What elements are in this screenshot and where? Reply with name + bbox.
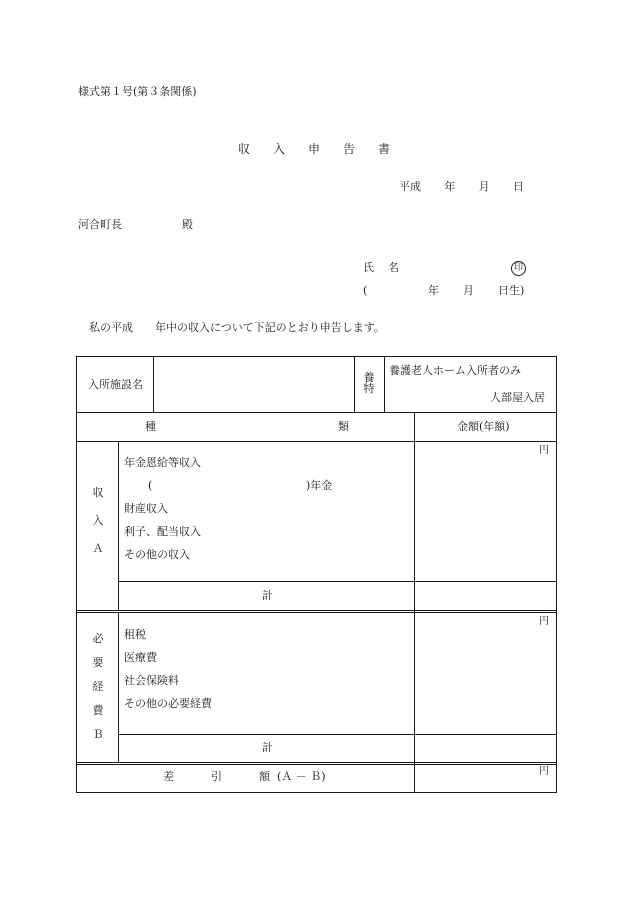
col-divider xyxy=(414,412,415,792)
label-char: 特 xyxy=(363,382,375,395)
label-char: 収 xyxy=(92,486,104,499)
title-char: 入 xyxy=(272,142,285,156)
col-divider xyxy=(384,357,385,412)
birth-date-row[interactable] xyxy=(363,285,526,297)
addressee-name: 河合町長 xyxy=(78,218,122,231)
birth-month: 月 xyxy=(463,284,474,297)
form-number: 様式第１号(第３条関係) xyxy=(78,85,197,98)
income-item-other: その他の収入 xyxy=(124,548,190,561)
difference-label-char: 額 xyxy=(259,770,270,783)
statement-part1: 私の平成 xyxy=(89,321,133,334)
difference-label-char: 引 xyxy=(211,770,222,783)
income-item-property: 財産収入 xyxy=(124,502,168,515)
label-char: 要 xyxy=(92,656,104,669)
income-total-label: 計 xyxy=(262,589,273,602)
date-year: 年 xyxy=(444,180,456,193)
label-char: 経 xyxy=(92,680,104,693)
pension-open-paren: ( xyxy=(148,479,153,492)
difference-amount-field[interactable] xyxy=(420,769,530,787)
birth-day: 日生) xyxy=(498,284,525,297)
header-kind-char: 種 xyxy=(145,420,156,433)
label-char: 名 xyxy=(388,261,399,274)
difference-yen-unit: 円 xyxy=(539,766,549,777)
row-divider xyxy=(77,412,556,413)
col-divider xyxy=(118,613,119,762)
date-day: 日 xyxy=(512,180,524,193)
col-divider xyxy=(153,357,154,412)
applicant-name-row[interactable] xyxy=(363,262,526,276)
double-divider xyxy=(77,762,556,765)
birth-open-paren: ( xyxy=(363,284,368,297)
expenses-total-field[interactable] xyxy=(420,739,550,757)
label-char: 必 xyxy=(92,632,104,645)
label-char: Ｂ xyxy=(92,728,104,741)
addressee-honorific: 殿 xyxy=(182,218,193,231)
difference-formula: (Ａ － Ｂ) xyxy=(277,770,326,783)
special-note-line2[interactable]: 人部屋入居 xyxy=(490,391,545,404)
expense-item-insurance: 社会保険料 xyxy=(124,674,179,687)
statement-part2: 年中の収入について下記のとおり申告します。 xyxy=(155,321,385,334)
facility-name-field[interactable] xyxy=(157,365,351,405)
label-char: 氏 xyxy=(363,261,374,274)
document-title xyxy=(238,143,390,155)
date-line xyxy=(399,181,524,192)
income-section-label xyxy=(88,487,108,554)
expenses-section-label xyxy=(88,633,108,740)
special-label xyxy=(359,372,379,394)
col-divider xyxy=(354,357,355,412)
declaration-statement xyxy=(89,322,385,333)
title-char: 申 xyxy=(307,142,320,156)
header-amount: 金額(年額) xyxy=(457,420,510,433)
title-char: 告 xyxy=(342,142,355,156)
title-char: 収 xyxy=(238,142,251,156)
row-divider xyxy=(118,581,556,582)
income-declaration-table xyxy=(76,356,557,793)
special-note-line1: 養護老人ホーム入所者のみ xyxy=(389,364,521,377)
col-divider xyxy=(118,441,119,610)
income-item-pension: 年金恩給等収入 xyxy=(124,456,201,469)
expense-item-medical: 医療費 xyxy=(124,651,157,664)
pension-type-suffix: )年金 xyxy=(306,479,333,492)
row-divider xyxy=(77,441,556,442)
label-char: 養 xyxy=(363,371,375,384)
applicant-name-label xyxy=(363,262,399,273)
row-divider xyxy=(118,734,556,735)
expense-item-tax: 租税 xyxy=(124,628,146,641)
double-divider xyxy=(77,610,556,613)
income-item-interest: 利子、配当収入 xyxy=(124,525,201,538)
label-char: 入 xyxy=(92,514,104,527)
expense-item-other: その他の必要経費 xyxy=(124,697,212,710)
label-char: 費 xyxy=(92,704,104,717)
label-char: Ａ xyxy=(92,542,104,555)
income-yen-unit: 円 xyxy=(539,445,549,456)
expenses-yen-unit: 円 xyxy=(539,616,549,627)
title-char: 書 xyxy=(377,142,390,156)
income-total-field[interactable] xyxy=(420,587,550,605)
birth-year: 年 xyxy=(428,284,439,297)
difference-label-char: 差 xyxy=(163,770,174,783)
seal-mark-icon: 印 xyxy=(511,261,526,276)
date-month: 月 xyxy=(478,180,490,193)
facility-label: 入所施設名 xyxy=(88,378,143,391)
expenses-total-label: 計 xyxy=(262,741,273,754)
date-era: 平成 xyxy=(399,180,421,193)
header-kind-char: 類 xyxy=(338,420,349,433)
